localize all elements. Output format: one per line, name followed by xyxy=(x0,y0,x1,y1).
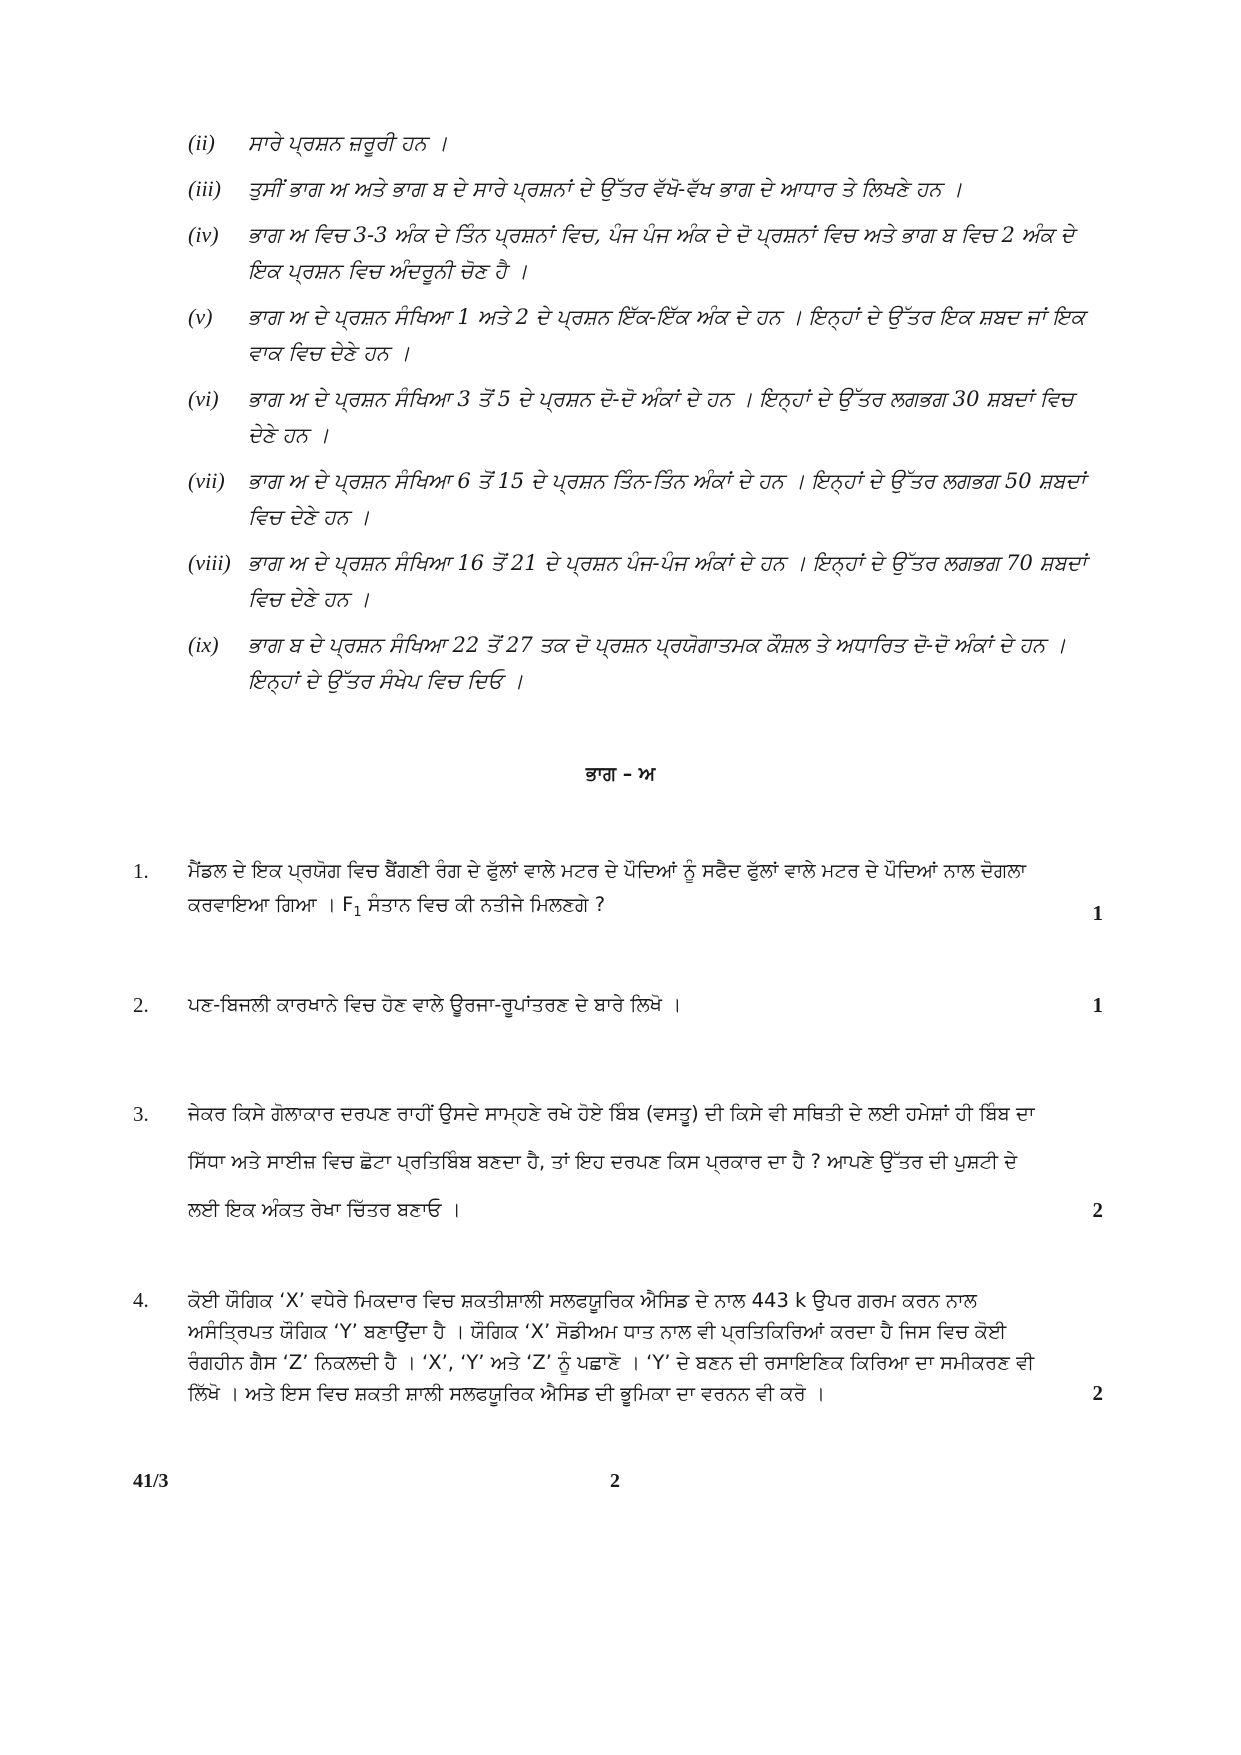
instruction-text: ਤੁਸੀਂ ਭਾਗ ਅ ਅਤੇ ਭਾਗ ਬ ਦੇ ਸਾਰੇ ਪ੍ਰਸ਼ਨਾਂ ਦੇ ਉੱਤਰ ਵੱਖੋ-ਵੱਖ ਭਾਗ ਦੇ ਆਧਾਰ ਤੇ ਲਿਖਣੇ ਹਨ । xyxy=(248,177,963,201)
instruction-number: (iii) xyxy=(188,176,221,201)
instruction-number: (v) xyxy=(188,304,213,329)
instruction-item xyxy=(188,627,1088,699)
instruction-text: ਭਾਗ ਅ ਦੇ ਪ੍ਰਸ਼ਨ ਸੰਖਿਆ 1 ਅਤੇ 2 ਦੇ ਪ੍ਰਸ਼ਨ ਇੱਕ-ਇੱਕ ਅੰਕ ਦੇ ਹਨ । ਇਨ੍ਹਾਂ ਦੇ ਉੱਤਰ ਇਕ ਸ਼ਬਦ ਜਾਂ ਇਕ ਵਾਕ ਵਿਚ ਦੇਣੇ ਹਨ । xyxy=(248,305,1086,365)
question-number: 2. xyxy=(133,993,149,1017)
instruction-text: ਭਾਗ ਬ ਦੇ ਪ੍ਰਸ਼ਨ ਸੰਖਿਆ 22 ਤੋਂ 27 ਤਕ ਦੋ ਪ੍ਰਸ਼ਨ ਪ੍ਰਯੋਗਾਤਮਕ ਕੌਸ਼ਲ ਤੇ ਅਧਾਰਿਤ ਦੋ-ਦੋ ਅੰਕਾਂ ਦੇ ਹਨ । ਇਨ੍ਹਾਂ ਦੇ ਉੱਤਰ ਸੰਖੇਪ ਵਿਚ ਦਿਓ । xyxy=(248,633,1067,693)
instruction-item xyxy=(188,381,1088,453)
paper-code: 41/3 xyxy=(133,1470,169,1492)
question-3 xyxy=(133,1090,1103,1234)
question-4 xyxy=(133,1285,1103,1409)
instruction-item xyxy=(188,125,1088,161)
instruction-item xyxy=(188,299,1088,371)
question-text: ਕੋਈ ਯੌਗਿਕ ‘X’ ਵਧੇਰੇ ਮਿਕਦਾਰ ਵਿਚ ਸ਼ਕਤੀਸ਼ਾਲੀ ਸਲਫਯੂਰਿਕ ਐਸਿਡ ਦੇ ਨਾਲ 443 k ਉਪਰ ਗਰਮ ਕਰਨ ਨਾਲ ਅਸੰਤ੍ਰਿਪਤ ਯੌਗਿਕ ‘Y’ ਬਣਾਉਂਦਾ ਹੈ । ਯੌਗਿਕ ‘X’ ਸੋਡੀਅਮ ਧਾਤ ਨਾਲ ਵੀ ਪ੍ਰਤਿਕਿਰਿਆਂ ਕਰਦਾ ਹੈ ਜਿਸ ਵਿਚ ਕੋਈ ਰੰਗਹੀਨ ਗੈਸ ‘Z’ ਨਿਕਲਦੀ ਹੈ । ‘X’, ‘Y’ ਅਤੇ ‘Z’ ਨੂੰ ਪਛਾਣੋ । ‘Y’ ਦੇ ਬਣਨ ਦੀ ਰਸਾਇਣਿਕ ਕਿਰਿਆ ਦਾ ਸਮੀਕਰਣ ਵੀ ਲਿੱਖੋ । ਅਤੇ ਇਸ ਵਿਚ ਸ਼ਕਤੀ ਸ਼ਾਲੀ ਸਲਫਯੂਰਿਕ ਐਸਿਡ ਦੀ ਭੂਮਿਕਾ ਦਾ ਵਰਨਨ ਵੀ ਕਰੋ । xyxy=(188,1289,1035,1405)
question-text-part: ਸੰਤਾਨ ਵਿਚ ਕੀ ਨਤੀਜੇ ਮਿਲਣਗੇ ? xyxy=(361,893,606,916)
instruction-item xyxy=(188,463,1088,535)
question-2 xyxy=(133,988,1103,1022)
instruction-text: ਭਾਗ ਅ ਦੇ ਪ੍ਰਸ਼ਨ ਸੰਖਿਆ 6 ਤੋਂ 15 ਦੇ ਪ੍ਰਸ਼ਨ ਤਿੰਨ-ਤਿੰਨ ਅੰਕਾਂ ਦੇ ਹਨ । ਇਨ੍ਹਾਂ ਦੇ ਉੱਤਰ ਲਗਭਗ 50 ਸ਼ਬਦਾਂ ਵਿਚ ਦੇਣੇ ਹਨ । xyxy=(248,469,1086,529)
question-marks: 2 xyxy=(1092,1381,1103,1405)
page-number: 2 xyxy=(610,1470,620,1492)
instruction-number: (ii) xyxy=(188,130,215,155)
subscript: 1 xyxy=(353,904,362,920)
instruction-text: ਭਾਗ ਅ ਦੇ ਪ੍ਰਸ਼ਨ ਸੰਖਿਆ 3 ਤੋਂ 5 ਦੇ ਪ੍ਰਸ਼ਨ ਦੋ-ਦੋ ਅੰਕਾਂ ਦੇ ਹਨ । ਇਨ੍ਹਾਂ ਦੇ ਉੱਤਰ ਲਗਭਗ 30 ਸ਼ਬਦਾਂ ਵਿਚ ਦੇਣੇ ਹਨ । xyxy=(248,387,1074,447)
instruction-number: (vi) xyxy=(188,386,219,411)
question-text: ਜੇਕਰ ਕਿਸੇ ਗੋਲਾਕਾਰ ਦਰਪਣ ਰਾਹੀਂ ਉਸਦੇ ਸਾਮ੍ਹਣੇ ਰਖੇ ਹੋਏ ਬਿੰਬ (ਵਸਤੂ) ਦੀ ਕਿਸੇ ਵੀ ਸਥਿਤੀ ਦੇ ਲਈ ਹਮੇਸ਼ਾਂ ਹੀ ਬਿੰਬ ਦਾ ਸਿੱਧਾ ਅਤੇ ਸਾਈਜ਼ ਵਿਚ ਛੋਟਾ ਪ੍ਰਤਿਬਿੰਬ ਬਣਦਾ ਹੈ, ਤਾਂ ਇਹ ਦਰਪਣ ਕਿਸ ਪ੍ਰਕਾਰ ਦਾ ਹੈ ? ਆਪਣੇ ਉੱਤਰ ਦੀ ਪੁਸ਼ਟੀ ਦੇ ਲਈ ਇਕ ਅੰਕਤ ਰੇਖਾ ਚਿੱਤਰ ਬਣਾਓ । xyxy=(188,1102,1035,1221)
question-text-part: ਮੈਂਡਲ ਦੇ ਇਕ ਪ੍ਰਯੋਗ ਵਿਚ ਬੈਂਗਣੀ ਰੰਗ ਦੇ ਫੁੱਲਾਂ ਵਾਲੇ ਮਟਰ ਦੇ ਪੌਦਿਆਂ ਨੂੰ ਸਫੈਦ ਫੁੱਲਾਂ ਵਾਲੇ ਮਟਰ ਦੇ ਪੌਦਿਆਂ ਨਾਲ ਦੋਗਲਾ ਕਰਵਾਇਆ ਗਿਆ । F xyxy=(188,859,1027,916)
instruction-number: (ix) xyxy=(188,632,219,657)
question-text xyxy=(188,854,1048,930)
instruction-number: (iv) xyxy=(188,222,219,247)
question-number: 1. xyxy=(133,859,149,883)
question-text: ਪਣ-ਬਿਜਲੀ ਕਾਰਖਾਨੇ ਵਿਚ ਹੋਣ ਵਾਲੇ ਊਰਜਾ-ਰੂਪਾਂਤਰਣ ਦੇ ਬਾਰੇ ਲਿਖੋ । xyxy=(188,993,682,1016)
instruction-text: ਸਾਰੇ ਪ੍ਰਸ਼ਨ ਜ਼ਰੂਰੀ ਹਨ । xyxy=(248,131,448,155)
instruction-text: ਭਾਗ ਅ ਦੇ ਪ੍ਰਸ਼ਨ ਸੰਖਿਆ 16 ਤੋਂ 21 ਦੇ ਪ੍ਰਸ਼ਨ ਪੰਜ-ਪੰਜ ਅੰਕਾਂ ਦੇ ਹਨ । ਇਨ੍ਹਾਂ ਦੇ ਉੱਤਰ ਲਗਭਗ 70 ਸ਼ਬਦਾਂ ਵਿਚ ਦੇਣੇ ਹਨ । xyxy=(248,551,1087,611)
instruction-number: (viii) xyxy=(188,550,231,575)
instruction-text: ਭਾਗ ਅ ਵਿਚ 3-3 ਅੰਕ ਦੇ ਤਿੰਨ ਪ੍ਰਸ਼ਨਾਂ ਵਿਚ, ਪੰਜ ਪੰਜ ਅੰਕ ਦੇ ਦੋ ਪ੍ਰਸ਼ਨਾਂ ਵਿਚ ਅਤੇ ਭਾਗ ਬ ਵਿਚ 2 ਅੰਕ ਦੇ ਇਕ ਪ੍ਰਸ਼ਨ ਵਿਚ ਅੰਦਰੂਨੀ ਚੋਣ ਹੈ । xyxy=(248,223,1075,283)
instruction-item xyxy=(188,217,1088,289)
section-title: ਭਾਗ – ਅ xyxy=(585,763,656,785)
question-marks: 1 xyxy=(1092,993,1103,1017)
instruction-item xyxy=(188,171,1088,207)
question-number: 4. xyxy=(133,1288,149,1312)
question-marks: 1 xyxy=(1092,900,1103,925)
question-number: 3. xyxy=(133,1102,149,1126)
instruction-number: (vii) xyxy=(188,468,225,493)
instruction-item xyxy=(188,545,1088,617)
question-1 xyxy=(133,854,1103,930)
general-instructions xyxy=(188,125,1088,709)
question-marks: 2 xyxy=(1092,1198,1103,1222)
